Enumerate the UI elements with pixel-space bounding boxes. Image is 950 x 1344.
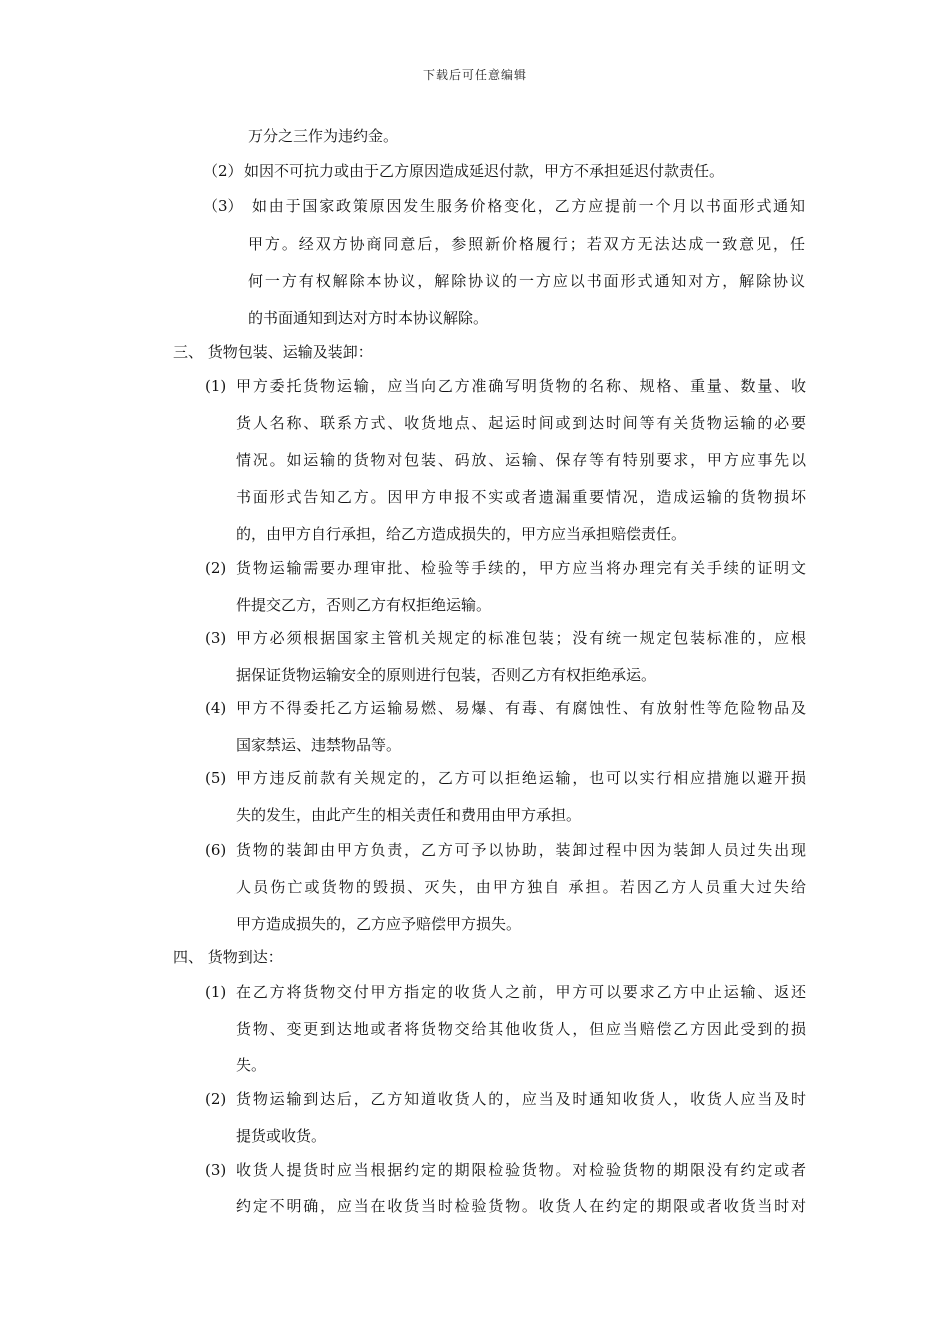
- paragraph-line: 如因不可抗力或由于乙方原因造成延迟付款，甲方不承担延迟付款责任。: [244, 162, 725, 180]
- paragraph-line: 甲方违反前款有关规定的，乙方可以拒绝运输，也可以实行相应措施以避开损: [236, 769, 806, 787]
- paragraph-line: 国家禁运、违禁物品等。: [236, 736, 402, 754]
- paragraph-line: 件提交乙方，否则乙方有权拒绝运输。: [236, 596, 492, 614]
- paragraph-line: 万分之三作为违约金。: [248, 127, 399, 145]
- paragraph-line: 货物、变更到达地或者将货物交给其他收货人，但应当赔偿乙方因此受到的损: [236, 1020, 806, 1038]
- paragraph-line: 货人名称、联系方式、收货地点、起运时间或到达时间等有关货物运输的必要: [236, 414, 806, 432]
- item-number: （2）: [203, 162, 243, 180]
- section-heading: 三、 货物包装、运输及装卸：: [173, 343, 373, 361]
- item-number: (5): [205, 769, 227, 787]
- paragraph-line: 甲方必须根据国家主管机关规定的标准包装；没有统一规定包装标准的，应根: [236, 629, 806, 647]
- item-number: (4): [205, 699, 227, 717]
- paragraph-line: 货物的装卸由甲方负责，乙方可予以协助，装卸过程中因为装卸人员过失出现: [236, 841, 806, 859]
- paragraph-line: 甲方。经双方协商同意后，参照新价格履行；若双方无法达成一致意见，任: [248, 235, 805, 253]
- paragraph-line: 货物运输到达后，乙方知道收货人的，应当及时通知收货人，收货人应当及时: [236, 1090, 806, 1108]
- paragraph-line: 甲方委托货物运输，应当向乙方准确写明货物的名称、规格、重量、数量、收: [236, 377, 806, 395]
- paragraph-line: 人员伤亡或货物的毁损、灭失，由甲方独自 承担。若因乙方人员重大过失给: [236, 878, 806, 896]
- paragraph-line: 甲方不得委托乙方运输易燃、易爆、有毒、有腐蚀性、有放射性等危险物品及: [236, 699, 806, 717]
- item-number: (1): [205, 377, 227, 395]
- item-number: (6): [205, 841, 227, 859]
- paragraph-line: 据保证货物运输安全的原则进行包装，否则乙方有权拒绝承运。: [236, 666, 657, 684]
- paragraph-line: 在乙方将货物交付甲方指定的收货人之前，甲方可以要求乙方中止运输、返还: [236, 983, 806, 1001]
- paragraph-line: 失。: [236, 1056, 267, 1074]
- item-number: (2): [205, 559, 227, 577]
- item-number: (3): [205, 629, 227, 647]
- paragraph-line: 货物运输需要办理审批、检验等手续的，甲方应当将办理完有关手续的证明文: [236, 559, 806, 577]
- item-number: (1): [205, 983, 227, 1001]
- paragraph-line: 的书面通知到达对方时本协议解除。: [248, 309, 489, 327]
- item-number: (3): [205, 1161, 227, 1179]
- paragraph-line: 甲方造成损失的，乙方应予赔偿甲方损失。: [236, 915, 522, 933]
- paragraph-line: 情况。如运输的货物对包装、码放、运输、保存等有特别要求，甲方应事先以: [236, 451, 806, 469]
- paragraph-line: 提货或收货。: [236, 1127, 327, 1145]
- paragraph-line: 的，由甲方自行承担，给乙方造成损失的，甲方应当承担赔偿责任。: [236, 525, 687, 543]
- item-number: (2): [205, 1090, 227, 1108]
- paragraph-line: 书面形式告知乙方。因甲方申报不实或者遗漏重要情况，造成运输的货物损坏: [236, 488, 806, 506]
- paragraph-line: 约定不明确，应当在收货当时检验货物。收货人在约定的期限或者收货当时对: [236, 1197, 806, 1215]
- section-heading: 四、 货物到达：: [173, 948, 283, 966]
- page-header: 下载后可任意编辑: [422, 68, 527, 82]
- paragraph-line: 如由于国家政策原因发生服务价格变化，乙方应提前一个月以书面形式通知: [252, 197, 805, 215]
- item-number: （3）: [203, 197, 243, 215]
- paragraph-line: 何一方有权解除本协议，解除协议的一方应以书面形式通知对方，解除协议: [248, 272, 805, 290]
- paragraph-line: 失的发生，由此产生的相关责任和费用由甲方承担。: [236, 806, 582, 824]
- paragraph-line: 收货人提货时应当根据约定的期限检验货物。对检验货物的期限没有约定或者: [236, 1161, 806, 1179]
